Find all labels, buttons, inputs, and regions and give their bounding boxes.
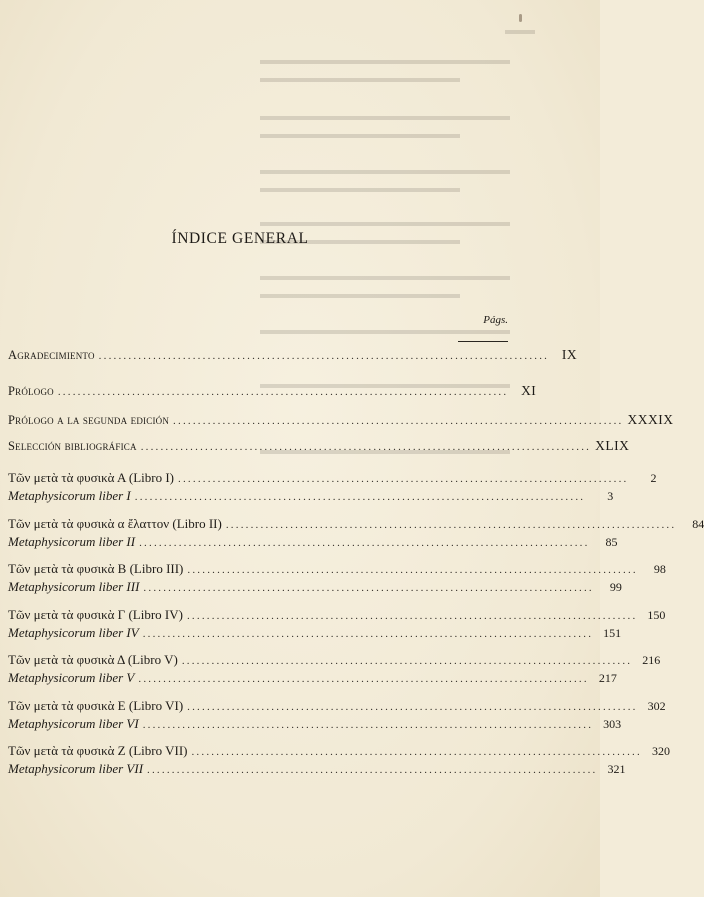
header-rule (458, 341, 508, 342)
dot-leader: ........................................................................................... (140, 441, 592, 453)
entry-label: Metaphysicorum liber V (8, 670, 135, 685)
entry-label: Metaphysicorum liber VI (8, 716, 139, 731)
dot-leader: ........................................................................................... (138, 673, 589, 685)
entry-page: 217 (598, 671, 617, 685)
entry-label: Selección bibliográfica (8, 439, 137, 453)
entry-page: 85 (605, 535, 618, 549)
index-title: ÍNDICE GENERAL (171, 230, 309, 247)
entry-page: 320 (651, 744, 670, 758)
entry-label: Metaphysicorum liber I (8, 488, 131, 503)
entry-label: Τῶν μετὰ τὰ φυσικὰ Ζ (Libro VII) (8, 743, 188, 758)
toc-entry-libro-3-greek[interactable] (8, 561, 666, 579)
dot-leader: ........................................................................................... (181, 655, 633, 667)
toc-entry-agradecimiento[interactable] (8, 347, 578, 365)
entry-page: 216 (642, 653, 661, 667)
toc-entry-prologo[interactable] (8, 383, 537, 401)
dot-leader: ........................................................................................... (191, 746, 642, 758)
toc-entry-libro-2-latin[interactable] (8, 534, 618, 552)
entry-label: Metaphysicorum liber VII (8, 761, 144, 776)
entry-label: Τῶν μετὰ τὰ φυσικὰ Δ (Libro V) (8, 652, 178, 667)
toc-entry-libro-5-greek[interactable] (8, 652, 661, 670)
toc-entry-seleccion-bibliografica[interactable] (8, 438, 630, 456)
entry-label: Agradecimiento (8, 348, 95, 362)
dot-leader: ........................................................................................... (225, 519, 677, 531)
entry-page: XI (521, 383, 537, 398)
dot-leader: ........................................................................................... (187, 564, 638, 576)
entry-label: Τῶν μετὰ τὰ φυσικὰ Ε (Libro VI) (8, 698, 184, 713)
entry-page: XXXIX (627, 412, 674, 427)
dot-leader: ........................................................................................... (139, 537, 590, 549)
toc-entry-libro-2-greek[interactable] (8, 516, 704, 534)
entry-page: 99 (609, 580, 622, 594)
toc-entry-libro-3-latin[interactable] (8, 579, 622, 597)
entry-page: 84 (692, 517, 704, 531)
entry-page: 3 (607, 489, 614, 503)
dot-leader: ........................................................................................... (173, 415, 624, 427)
toc-entry-libro-4-latin[interactable] (8, 625, 622, 643)
dot-leader: ........................................................................................... (57, 386, 509, 398)
toc-entry-libro-1-latin[interactable] (8, 488, 614, 506)
dot-leader: ........................................................................................... (178, 473, 629, 485)
entry-page: 302 (647, 699, 666, 713)
paper-speck (519, 14, 522, 22)
entry-page: IX (561, 347, 578, 362)
dot-leader: ........................................................................................... (142, 628, 594, 640)
entry-label: Τῶν μετὰ τὰ φυσικὰ Γ (Libro IV) (8, 607, 183, 622)
pages-column-header: Págs. (483, 314, 508, 326)
dot-leader: ........................................................................................... (186, 610, 638, 622)
entry-label: Metaphysicorum liber II (8, 534, 136, 549)
entry-label: Τῶν μετὰ τὰ φυσικὰ α ἔλαττον (Libro II) (8, 516, 222, 531)
entry-label: Prólogo a la segunda edición (8, 413, 170, 427)
entry-page: XLIX (595, 438, 630, 453)
entry-label: Τῶν μετὰ τὰ φυσικὰ Β (Libro III) (8, 561, 184, 576)
entry-page: 151 (603, 626, 622, 640)
toc-entry-libro-6-latin[interactable] (8, 716, 622, 734)
toc-entry-libro-5-latin[interactable] (8, 670, 617, 688)
entry-label: Τῶν μετὰ τὰ φυσικὰ Α (Libro I) (8, 470, 175, 485)
toc-entry-prologo-segunda-edicion[interactable] (8, 412, 674, 430)
dot-leader: ........................................................................................... (143, 582, 594, 594)
entry-page: 303 (603, 717, 622, 731)
entry-label: Metaphysicorum liber IV (8, 625, 139, 640)
toc-entry-libro-7-greek[interactable] (8, 743, 670, 761)
entry-page: 150 (647, 608, 666, 622)
dot-leader: ........................................................................................... (142, 719, 594, 731)
entry-label: Metaphysicorum liber III (8, 579, 140, 594)
dot-leader: ........................................................................................... (134, 491, 586, 503)
toc-entry-libro-6-greek[interactable] (8, 698, 666, 716)
dot-leader: ........................................................................................... (98, 350, 550, 362)
dot-leader: ........................................................................................... (147, 764, 598, 776)
entry-page: 321 (607, 762, 626, 776)
toc-entry-libro-4-greek[interactable] (8, 607, 666, 625)
entry-label: Prólogo (8, 384, 54, 398)
entry-page: 2 (650, 471, 657, 485)
entry-page: 98 (653, 562, 666, 576)
toc-entry-libro-7-latin[interactable] (8, 761, 626, 779)
dot-leader: ........................................................................................... (187, 701, 638, 713)
toc-entry-libro-1-greek[interactable] (8, 470, 657, 488)
